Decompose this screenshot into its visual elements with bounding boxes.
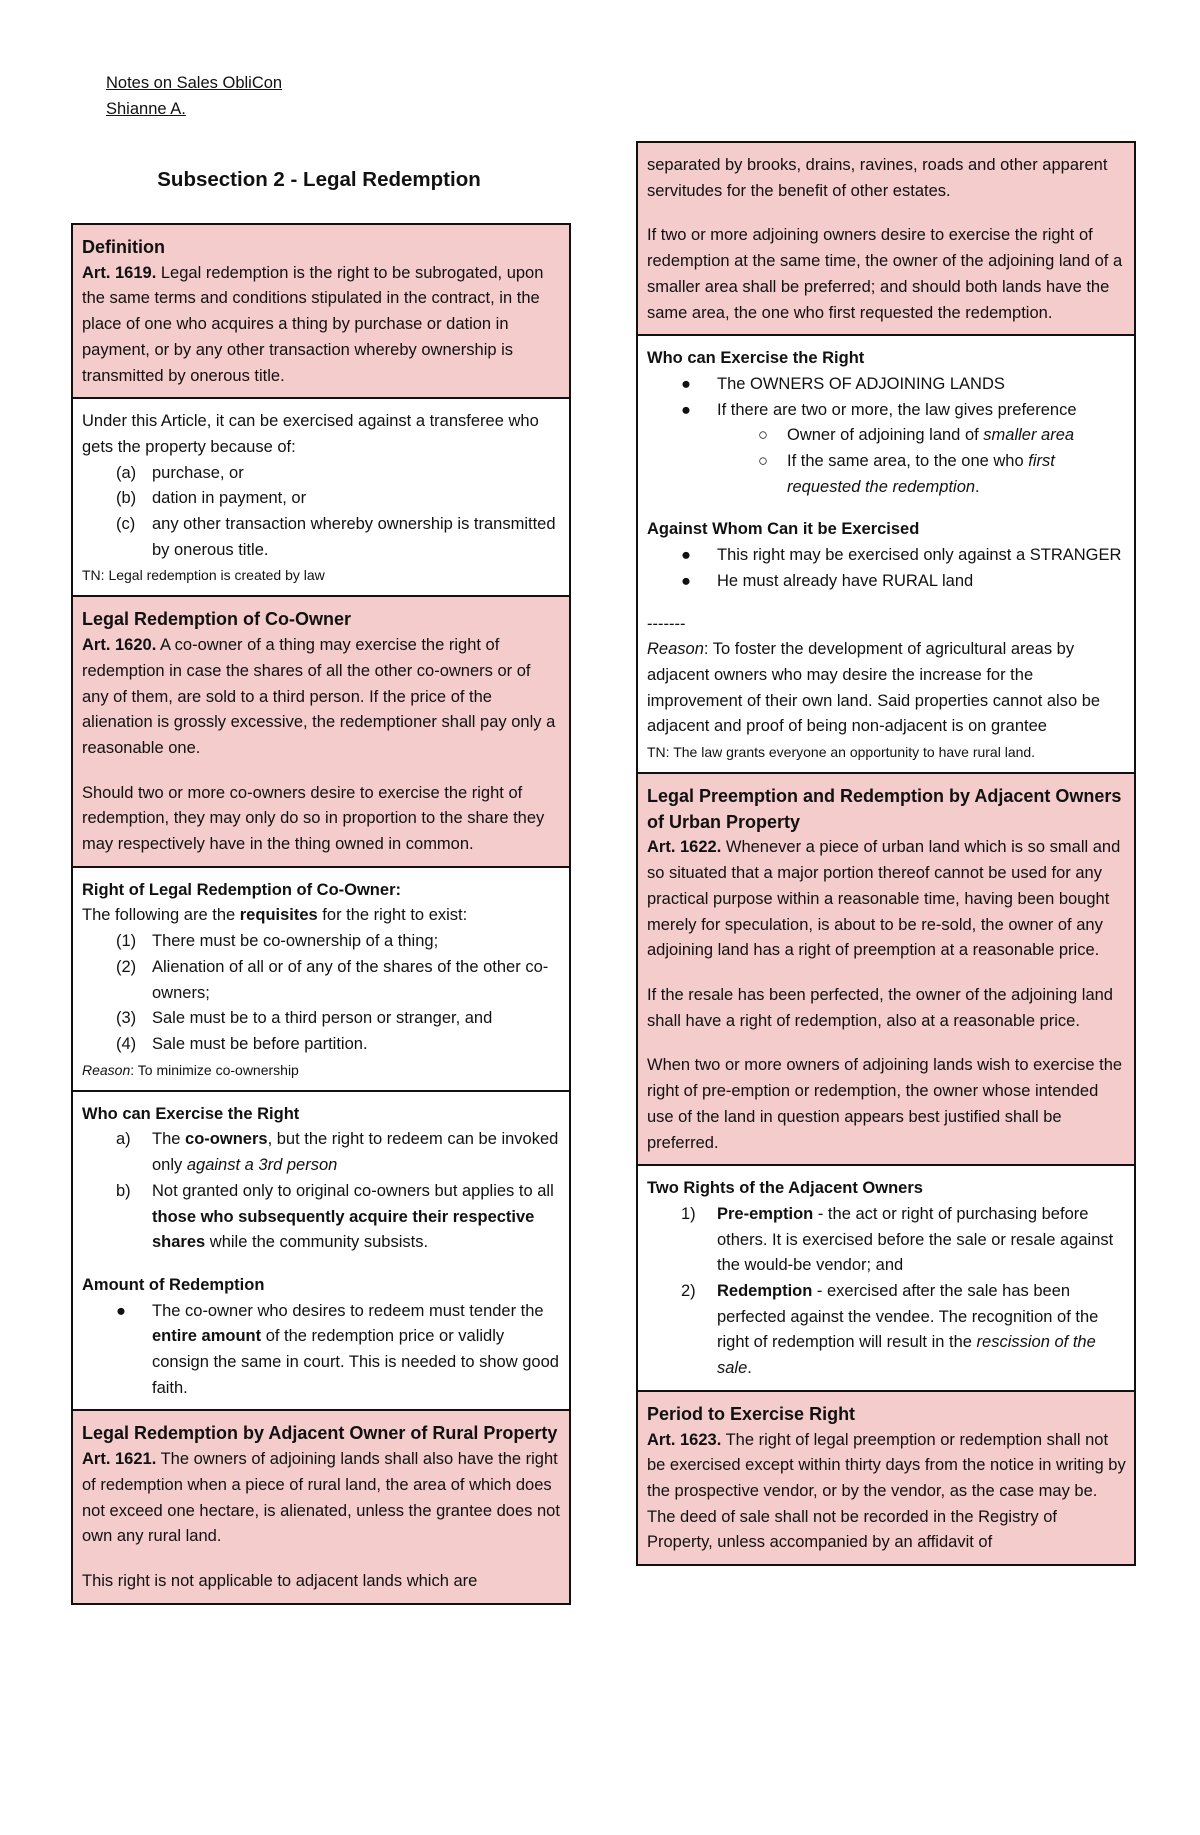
- bullet-icon: ●: [681, 374, 691, 393]
- reason-text: Reason: To foster the development of agricultural areas by adjacent owners who may desire the increase for the improvement of their own land. Said properties cannot also be adjacent and proof of being non-adjacent is on grantee: [647, 640, 1101, 736]
- rural-continued-text: separated by brooks, drains, ravines, roads and other apparent servitudes for the benefit of other estates.: [647, 156, 1108, 200]
- definition-cell: [73, 225, 569, 397]
- sub-list-item: ○ Owner of adjoining land of smaller area: [647, 423, 1126, 449]
- urban-text-3: When two or more owners of adjoining lands wish to exercise the right of pre-emption or redemption, the owner whose intended use of the land in question appears best justified shall be preferred.: [647, 1056, 1123, 1152]
- bullet-icon: ●: [681, 571, 691, 590]
- header-author: Shianne A.: [106, 100, 186, 118]
- coowner-text-2: Should two or more co-owners desire to exercise the right of redemption, they may only do so in proportion to the share they may respectively have in the thing owned in common.: [82, 783, 545, 854]
- document-header: [106, 70, 282, 122]
- list-item: 2) Redemption - exercised after the sale has been perfected against the vendee. The recognition of the right of redemption will result in the rescission of the sale.: [681, 1282, 1099, 1378]
- teacher-note: TN: Legal redemption is created by law: [82, 567, 325, 584]
- rural-continued-cell: [638, 143, 1134, 334]
- circle-bullet-icon: ○: [758, 426, 768, 445]
- header-course: Notes on Sales ObliCon: [106, 74, 283, 92]
- list-item: (3) Sale must be to a third person or stranger, and: [116, 1009, 493, 1028]
- bullet-icon: ●: [116, 1301, 126, 1320]
- right-column: [636, 141, 1136, 1566]
- list-item: ● He must already have RURAL land: [647, 569, 1126, 595]
- requisites-reason: Reason: To minimize co-ownership: [82, 1061, 299, 1078]
- transferee-cell: [73, 397, 569, 595]
- amount-heading: Amount of Redemption: [82, 1275, 265, 1294]
- divider-dashes: -------: [647, 614, 686, 633]
- period-cell: [638, 1390, 1134, 1564]
- period-heading: Period to Exercise Right: [647, 1403, 856, 1424]
- requisites-heading: Right of Legal Redemption of Co-Owner:: [82, 880, 401, 899]
- list-item: (4) Sale must be before partition.: [116, 1034, 368, 1053]
- list-item: (b) dation in payment, or: [116, 489, 307, 508]
- who-adjoining-heading: Who can Exercise the Right: [647, 349, 865, 368]
- list-item: (2) Alienation of all or of any of the shares of the other co-owners;: [116, 957, 549, 1002]
- list-item: (c) any other transaction whereby ownership is transmitted by onerous title.: [116, 515, 556, 559]
- teacher-note: TN: The law grants everyone an opportunity to have rural land.: [647, 744, 1036, 761]
- urban-heading: Legal Preemption and Redemption by Adjacent Owners of Urban Property: [647, 786, 1122, 832]
- sub-list-item: ○ If the same area, to the one who first requested the redemption.: [647, 449, 1126, 500]
- coowner-cell: [73, 595, 569, 865]
- definition-text: Art. 1619. Legal redemption is the right to be subrogated, upon the same terms and conditions stipulated in the contract, in the place of one who acquires a thing by purchase or dation in payment, or by any other transaction whereby ownership is transmitted by onerous title.: [82, 263, 544, 385]
- rural-cell: [73, 1409, 569, 1602]
- list-item: (1) There must be co-ownership of a thing;: [116, 932, 439, 951]
- who-exercise-cell: [73, 1090, 569, 1410]
- definition-heading: Definition: [82, 237, 165, 257]
- against-heading: Against Whom Can it be Exercised: [647, 520, 920, 539]
- requisites-intro: The following are the requisites for the right to exist:: [82, 906, 468, 925]
- requisites-cell: [73, 866, 569, 1090]
- list-item: ● The OWNERS OF ADJOINING LANDS: [647, 372, 1126, 398]
- coowner-heading: Legal Redemption of Co-Owner: [82, 609, 352, 630]
- preference-text: If two or more adjoining owners desire to exercise the right of redemption at the same time, the owner of the adjoining land of a smaller area shall be preferred; and should both lands have the same area, the one who first requested the redemption.: [647, 226, 1123, 322]
- urban-cell: [638, 772, 1134, 1164]
- left-column: [71, 223, 571, 1605]
- bullet-icon: ●: [681, 400, 691, 419]
- list-item: a) The co-owners, but the right to redeem can be invoked only against a 3rd person: [116, 1130, 559, 1175]
- art-1619-label: Art. 1619.: [82, 263, 157, 282]
- who-exercise-heading: Who can Exercise the Right: [82, 1104, 300, 1123]
- rural-heading: Legal Redemption by Adjacent Owner of Rural Property: [82, 1423, 558, 1444]
- rural-text-2: This right is not applicable to adjacent lands which are: [82, 1571, 478, 1590]
- list-item: ● The co-owner who desires to redeem must tender the entire amount of the redemption price or validly consign the same in court. This is needed to show good faith.: [82, 1299, 561, 1402]
- urban-text-2: If the resale has been perfected, the owner of the adjoining land shall have a right of redemption, also at a reasonable price.: [647, 985, 1113, 1030]
- period-text: Art. 1623. The right of legal preemption or redemption shall not be exercised except within thirty days from the notice in writing by the prospective vendor, or by the vendor, as the case may be. The deed of sale shall not be recorded in the Registry of Property, unless accompanied by an affidavit of: [647, 1430, 1126, 1552]
- list-item: b) Not granted only to original co-owners but applies to all those who subsequently acquire their respective shares while the community subsists.: [116, 1181, 554, 1252]
- transferee-intro: Under this Article, it can be exercised against a transferee who gets the property because of:: [82, 412, 539, 456]
- coowner-text: Art. 1620. A co-owner of a thing may exercise the right of redemption in case the shares of all the other co-owners or of any of them, are sold to a third person. If the price of the alienation is grossly excessive, the redemptioner shall pay only a reasonable one.: [82, 636, 556, 757]
- list-item: ● This right may be exercised only against a STRANGER: [647, 543, 1126, 569]
- page-title: Subsection 2 - Legal Redemption: [157, 168, 481, 191]
- list-item: 1) Pre-emption - the act or right of purchasing before others. It is exercised before the sale or resale against the would-be vendor; and: [681, 1204, 1114, 1275]
- list-item: (a) purchase, or: [116, 463, 244, 482]
- two-rights-cell: [638, 1164, 1134, 1390]
- two-rights-heading: Two Rights of the Adjacent Owners: [647, 1179, 923, 1198]
- urban-text: Art. 1622. Whenever a piece of urban land which is so small and so situated that a major portion thereof cannot be used for any practical purpose within a reasonable time, having been bought merely for speculation, is about to be re-sold, the owner of any adjoining land has a right of preemption at a reasonable price.: [647, 838, 1121, 960]
- rural-text: Art. 1621. The owners of adjoining lands shall also have the right of redemption when a piece of rural land, the area of which does not exceed one hectare, is alienated, unless the grantee does not own any rural land.: [82, 1450, 560, 1546]
- bullet-icon: ●: [681, 546, 691, 565]
- circle-bullet-icon: ○: [758, 452, 768, 471]
- list-item: ● If there are two or more, the law gives preference: [647, 398, 1126, 424]
- who-adjoining-cell: [638, 334, 1134, 772]
